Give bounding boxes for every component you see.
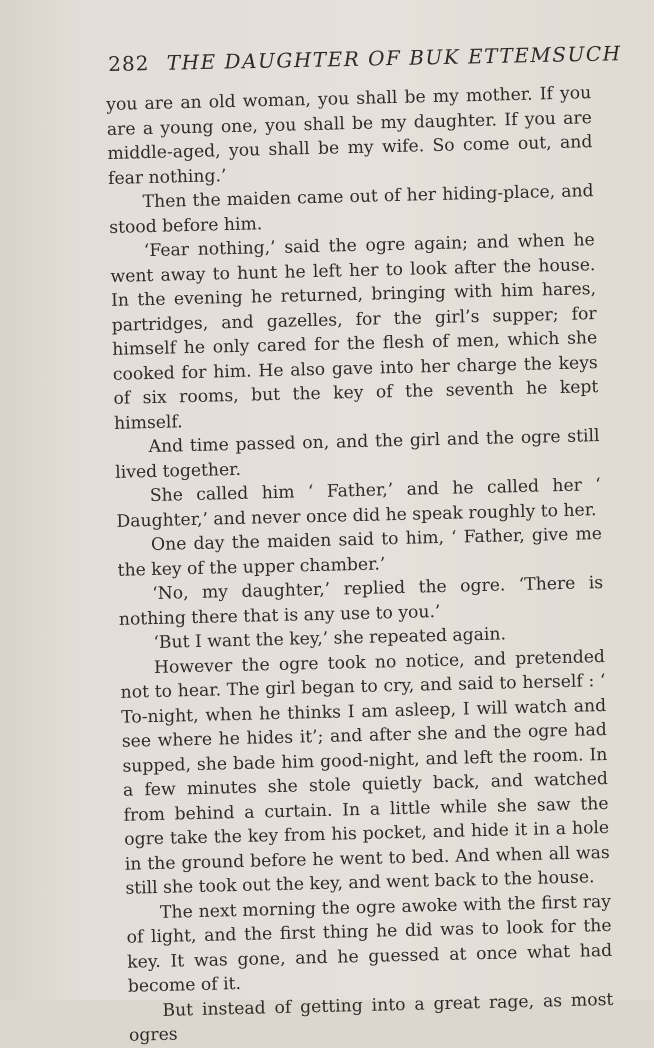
paragraph: ‘But I want the key,’ she repeated again.	[153, 624, 507, 654]
running-title: THE DAUGHTER OF BUK ETTEMSUCH	[166, 41, 622, 75]
paragraph: Then the maiden came out of her hiding-place, and stood before him.	[109, 181, 594, 238]
paragraph: And time passed on, and the girl and the ogre still lived together.	[115, 426, 600, 483]
page-number: 282	[108, 51, 150, 76]
running-header	[108, 41, 622, 76]
paragraph: But instead of getting into a great rage, as most ogres	[128, 989, 614, 1046]
paragraph: The next morning the ogre awoke with the first ray of light, and the first thing he did was to look for the key. It was gone, and he guessed at once what had become of it.	[126, 891, 613, 997]
paragraph: ‘No, my daughter,’ replied the ogre. ‘There is nothing there that is any use to you.’	[118, 573, 604, 630]
paragraph: ‘Fear nothing,’ said the ogre again; and when he went away to hunt he left her to look after the house. In the evening he returned, bringing with him hares, partridges, and gazelles, for the girl’s supper; for himself he only cared for the flesh of men, which she cooked for him. He also gave into her charge the keys of six rooms, but the key of the seventh he kept himself.	[110, 230, 599, 434]
paragraph: One day the maiden said to him, ‘ Father, give me the key of the upper chamber.’	[117, 524, 603, 581]
body-text	[106, 81, 614, 1048]
paragraph: She called him ‘ Father,’ and he called her ‘ Daughter,’ and never once did he speak roughly to her.	[116, 475, 601, 532]
paragraph-continued: you are an old woman, you shall be my mother. If you are a young one, you shall be my daughter. If you are middle-aged, you shall be my wife. So come out, and fear nothing.’	[106, 83, 593, 189]
paragraph: However the ogre took no notice, and pretended not to hear. The girl began to cry, and said to herself : ‘ To-night, when he thinks I am asleep, I will watch and see where he hides it’; and after she and the ogre had supped, she bade him good-night, and left the room. In a few minutes she stole quietly back, and watched from behind a curtain. In a little while she saw the ogre take the key from his pocket, and hide it in a hole in the ground before he went to bed. And when all was still she took out the key, and went back to the house.	[120, 646, 610, 899]
